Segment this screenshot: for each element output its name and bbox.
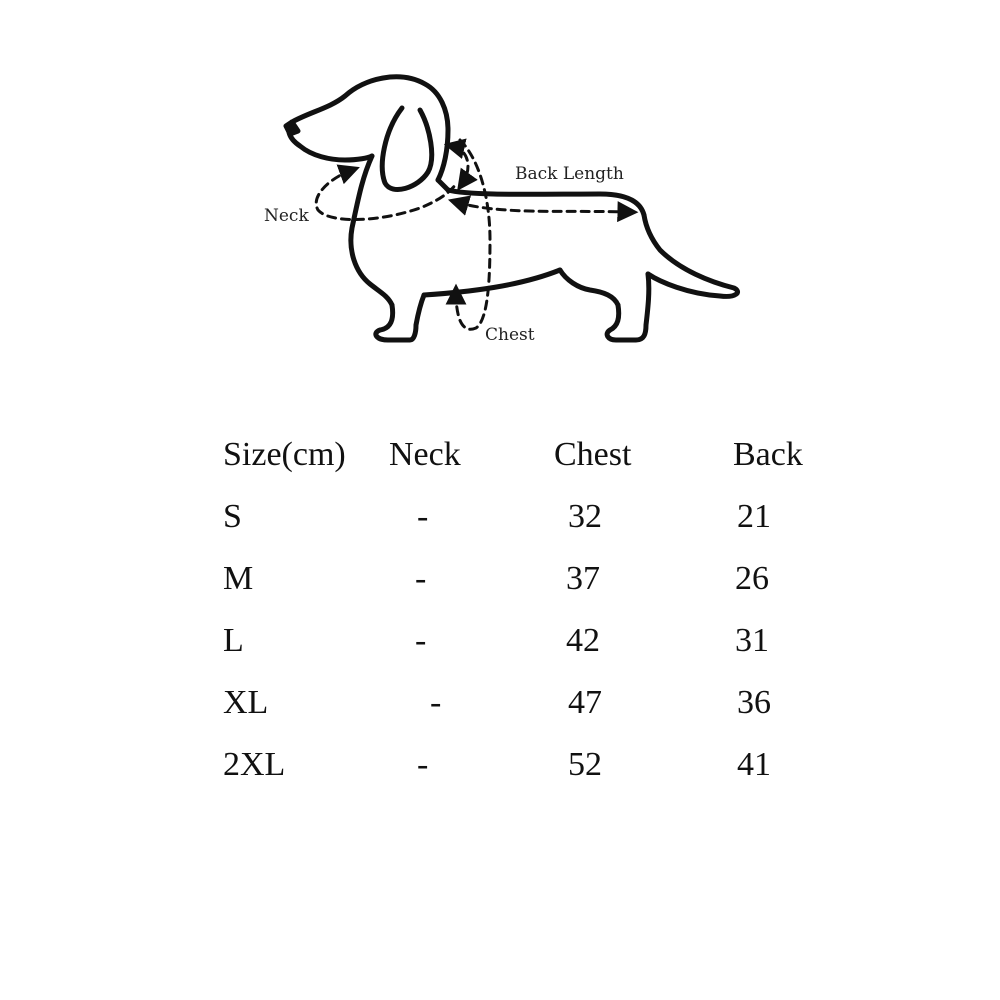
neck-label: Neck (264, 206, 309, 226)
header-neck: Neck (389, 436, 461, 473)
row-neck: - (430, 684, 442, 721)
dachshund-outline-illustration (0, 0, 1000, 380)
row-back: 21 (737, 498, 771, 535)
row-neck: - (415, 622, 427, 659)
row-back: 26 (735, 560, 769, 597)
back-length-label: Back Length (515, 164, 624, 184)
header-back: Back (733, 436, 803, 473)
row-chest: 42 (566, 622, 600, 659)
row-neck: - (417, 746, 429, 783)
row-size: M (223, 560, 254, 597)
row-chest: 52 (568, 746, 602, 783)
chest-label: Chest (485, 325, 535, 345)
row-back: 31 (735, 622, 769, 659)
row-chest: 47 (568, 684, 602, 721)
row-size: XL (223, 684, 269, 721)
row-chest: 32 (568, 498, 602, 535)
row-size: L (223, 622, 244, 659)
header-chest: Chest (554, 436, 632, 473)
row-back: 41 (737, 746, 771, 783)
row-size: 2XL (223, 746, 286, 783)
header-size: Size(cm) (223, 436, 346, 473)
row-neck: - (417, 498, 429, 535)
row-chest: 37 (566, 560, 600, 597)
dog-measurement-diagram (0, 0, 1000, 380)
row-neck: - (415, 560, 427, 597)
row-back: 36 (737, 684, 771, 721)
row-size: S (223, 498, 242, 535)
